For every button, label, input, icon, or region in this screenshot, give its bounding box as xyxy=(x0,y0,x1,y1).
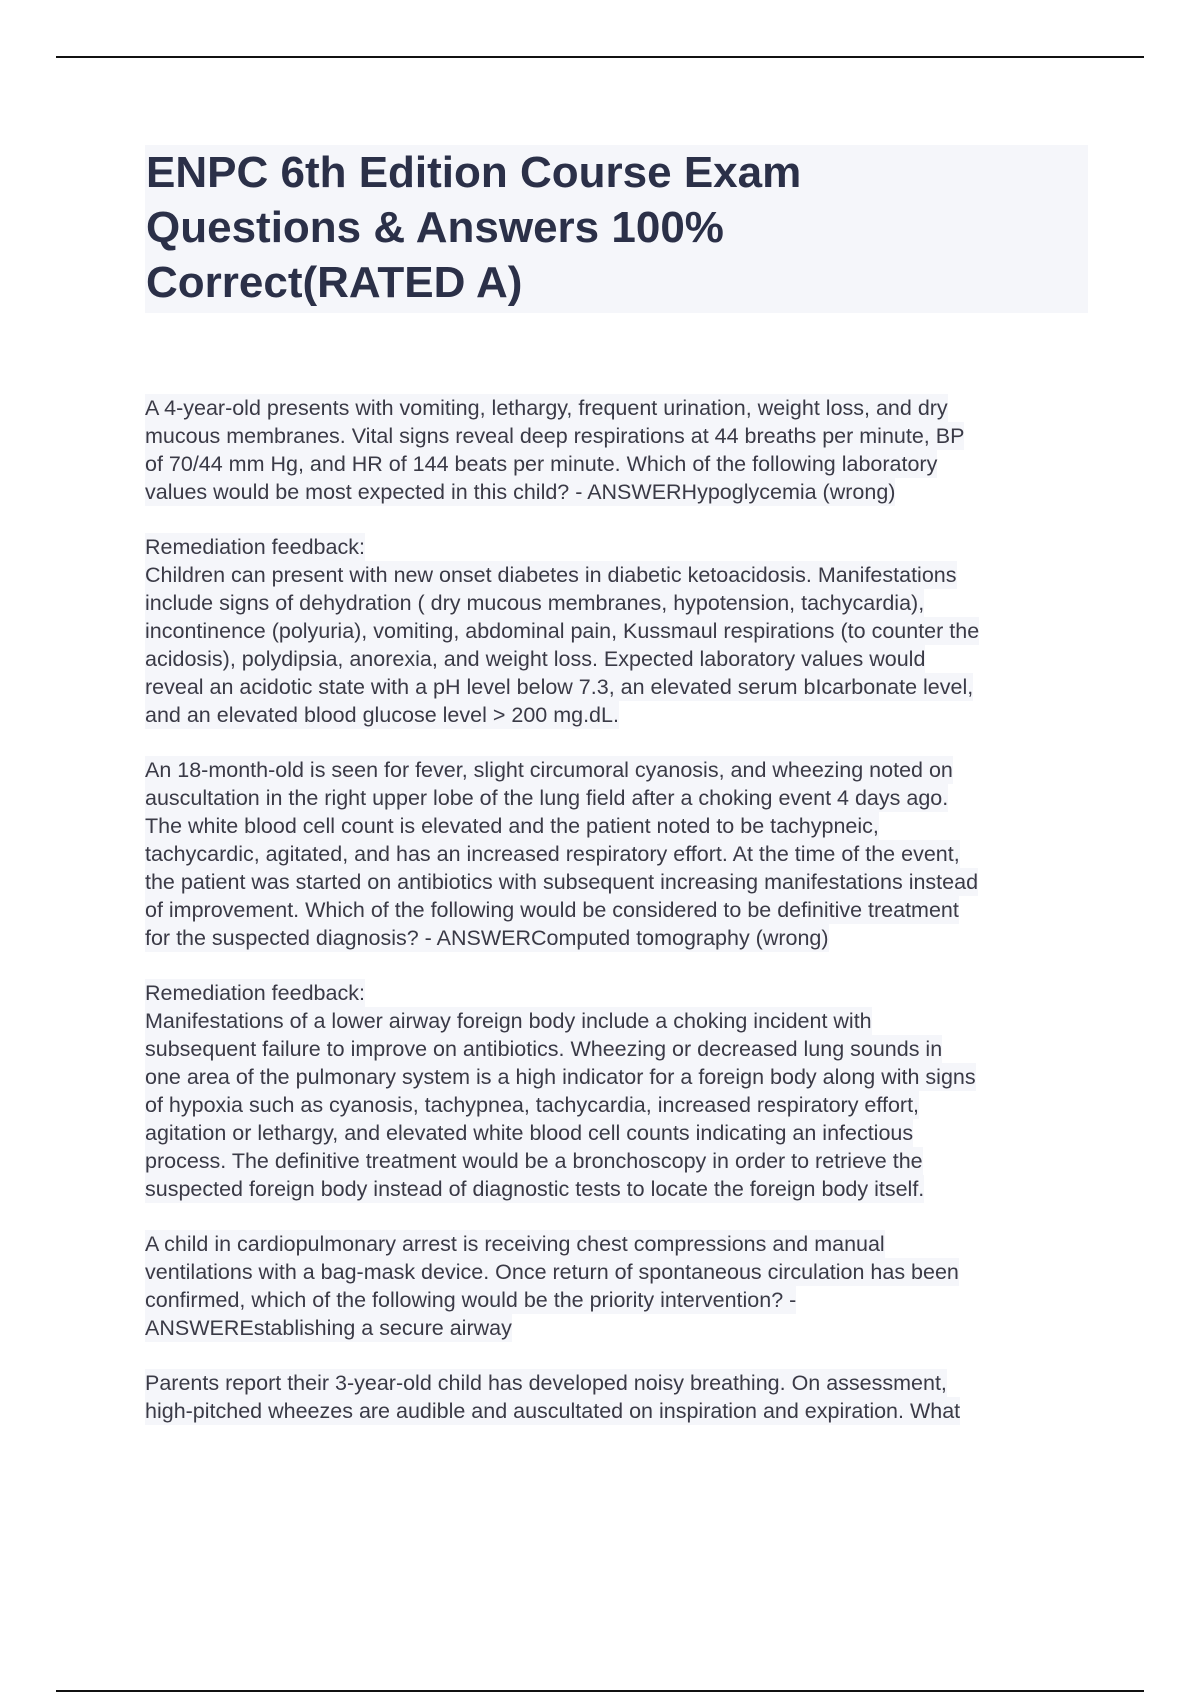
text-line: of 70/44 mm Hg, and HR of 144 beats per minute. Which of the following laboratory xyxy=(145,452,938,476)
text-line: reveal an acidotic state with a pH level below 7.3, an elevated serum bIcarbonate level, xyxy=(145,675,974,699)
text-line: one area of the pulmonary system is a high indicator for a foreign body along with signs xyxy=(145,1065,976,1089)
text-line: Manifestations of a lower airway foreign body include a choking incident with xyxy=(145,1009,872,1033)
document-title xyxy=(145,145,1088,313)
text-line: process. The definitive treatment would be a bronchoscopy in order to retrieve the xyxy=(145,1149,923,1173)
question-paragraph xyxy=(145,1230,1105,1342)
text-line: values would be most expected in this child? - ANSWERHypoglycemia (wrong) xyxy=(145,480,896,504)
text-line: An 18-month-old is seen for fever, slight circumoral cyanosis, and wheezing noted on xyxy=(145,758,953,782)
text-line: A 4-year-old presents with vomiting, lethargy, frequent urination, weight loss, and dry xyxy=(145,396,948,420)
text-line: auscultation in the right upper lobe of the lung field after a choking event 4 days ago. xyxy=(145,786,949,810)
title-line: Correct(RATED A) xyxy=(146,258,523,307)
text-line: Parents report their 3-year-old child has developed noisy breathing. On assessment, xyxy=(145,1371,947,1395)
document-body xyxy=(145,394,1105,1452)
text-line: acidosis), polydipsia, anorexia, and weight loss. Expected laboratory values would xyxy=(145,647,926,671)
text-line: for the suspected diagnosis? - ANSWERComputed tomography (wrong) xyxy=(145,926,829,950)
text-line: agitation or lethargy, and elevated white blood cell counts indicating an infectious xyxy=(145,1121,914,1145)
text-line: confirmed, which of the following would be the priority intervention? - xyxy=(145,1288,797,1312)
text-line: The white blood cell count is elevated and the patient noted to be tachypneic, xyxy=(145,814,879,838)
question-paragraph xyxy=(145,1369,1105,1425)
text-line: Remediation feedback: xyxy=(145,981,365,1005)
title-line: ENPC 6th Edition Course Exam xyxy=(146,148,802,197)
text-line: the patient was started on antibiotics with subsequent increasing manifestations instead xyxy=(145,870,979,894)
text-line: and an elevated blood glucose level > 200 mg.dL. xyxy=(145,703,619,727)
text-line: include signs of dehydration ( dry mucous membranes, hypotension, tachycardia), xyxy=(145,591,925,615)
text-line: Children can present with new onset diabetes in diabetic ketoacidosis. Manifestations xyxy=(145,563,957,587)
text-line: high-pitched wheezes are audible and auscultated on inspiration and expiration. What xyxy=(145,1399,961,1423)
bottom-rule xyxy=(56,1690,1144,1692)
top-rule xyxy=(56,56,1144,58)
remediation-paragraph xyxy=(145,533,1105,729)
text-line: incontinence (polyuria), vomiting, abdominal pain, Kussmaul respirations (to counter the xyxy=(145,619,980,643)
text-line: Remediation feedback: xyxy=(145,535,365,559)
text-line: mucous membranes. Vital signs reveal deep respirations at 44 breaths per minute, BP xyxy=(145,424,965,448)
remediation-paragraph xyxy=(145,979,1105,1203)
text-line: subsequent failure to improve on antibiotics. Wheezing or decreased lung sounds in xyxy=(145,1037,943,1061)
title-line: Questions & Answers 100% xyxy=(146,203,724,252)
text-line: suspected foreign body instead of diagnostic tests to locate the foreign body itself. xyxy=(145,1177,925,1201)
text-line: of improvement. Which of the following would be considered to be definitive treatment xyxy=(145,898,959,922)
text-line: A child in cardiopulmonary arrest is receiving chest compressions and manual xyxy=(145,1232,885,1256)
text-line: of hypoxia such as cyanosis, tachypnea, tachycardia, increased respiratory effort, xyxy=(145,1093,920,1117)
text-line: ANSWEREstablishing a secure airway xyxy=(145,1316,512,1340)
text-line: tachycardic, agitated, and has an increased respiratory effort. At the time of the event, xyxy=(145,842,960,866)
question-paragraph xyxy=(145,756,1105,952)
text-line: ventilations with a bag-mask device. Once return of spontaneous circulation has been xyxy=(145,1260,959,1284)
question-paragraph xyxy=(145,394,1105,506)
